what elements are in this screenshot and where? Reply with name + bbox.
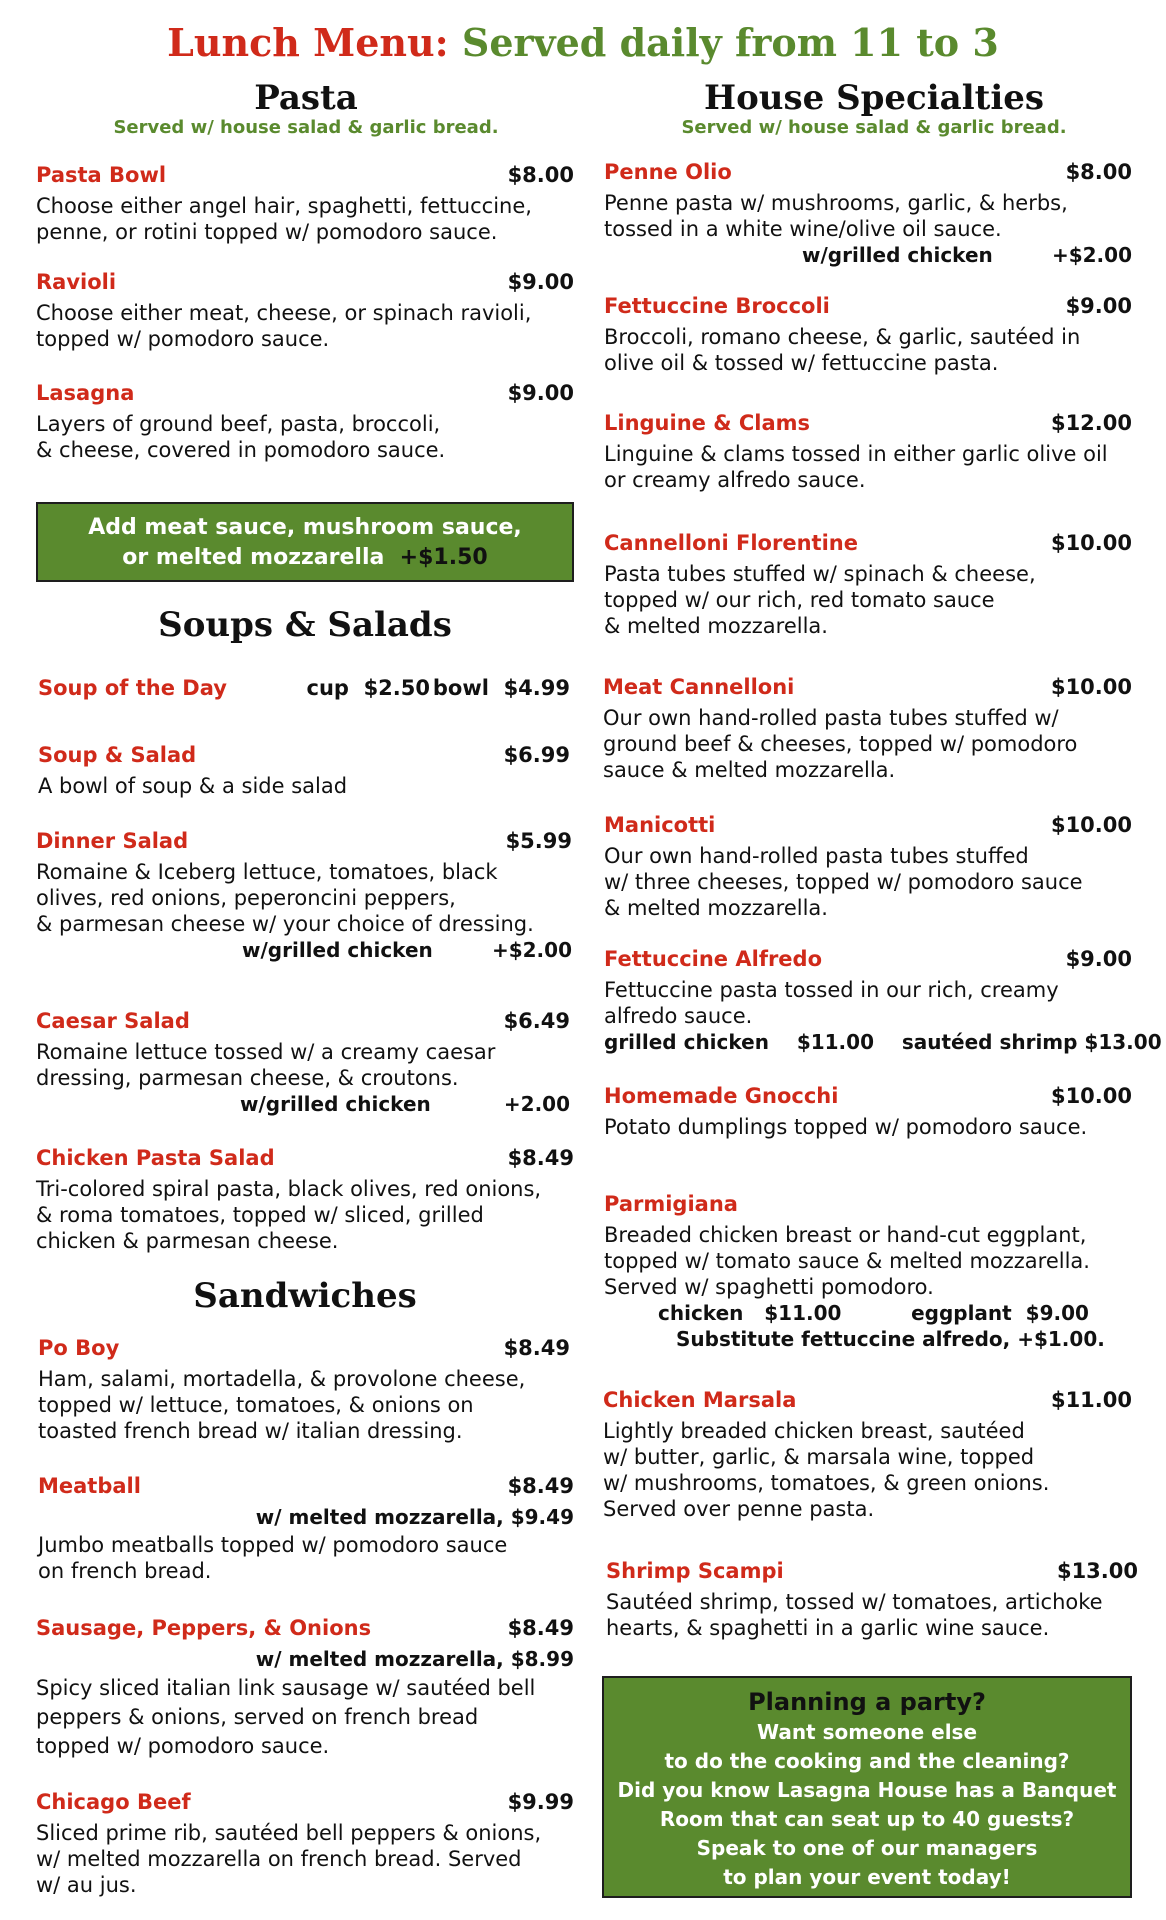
menu-item-penne-olio bbox=[604, 160, 1132, 268]
party-info-box bbox=[602, 1676, 1132, 1898]
item-description: Our own hand-rolled pasta tubes stuffed w/ three cheeses, topped w/ pomodoro sauce & melted mozzarella. bbox=[604, 844, 1083, 920]
item-price: $12.00 bbox=[1050, 411, 1132, 435]
item-name: Fettuccine Broccoli bbox=[604, 294, 830, 318]
item-description: Broccoli, romano cheese, & garlic, sautéed in olive oil & tossed w/ fettuccine pasta. bbox=[604, 325, 1081, 375]
item-name: Chicago Beef bbox=[36, 1790, 191, 1814]
menu-item-lasagna bbox=[36, 381, 574, 463]
item-price: $9.00 bbox=[507, 270, 574, 294]
item-price: $8.49 bbox=[507, 1474, 574, 1498]
item-name: Soup & Salad bbox=[38, 743, 197, 767]
soups-salads-heading: Soups & Salads bbox=[158, 605, 452, 645]
item-description: Jumbo meatballs topped w/ pomodoro sauce on french bread. bbox=[38, 1533, 508, 1583]
item-price: $9.99 bbox=[507, 1790, 574, 1814]
menu-item-homemade-gnocchi bbox=[604, 1084, 1132, 1140]
menu-item-pasta-bowl bbox=[36, 163, 574, 245]
soup-bowl-price: bowl $4.99 bbox=[432, 676, 570, 700]
item-price: $9.00 bbox=[507, 381, 574, 405]
menu-item-cannelloni-florentine bbox=[604, 531, 1132, 639]
pasta-subheading: Served w/ house salad & garlic bread. bbox=[113, 117, 499, 138]
menu-item-fettuccine-broccoli bbox=[604, 294, 1132, 376]
item-price: $9.00 bbox=[1065, 947, 1132, 971]
item-name: Soup of the Day bbox=[38, 676, 227, 700]
item-name: Chicken Marsala bbox=[603, 1388, 797, 1412]
item-name: Sausage, Peppers, & Onions bbox=[36, 1616, 372, 1640]
item-name: Po Boy bbox=[38, 1336, 120, 1360]
item-description: Sliced prime rib, sautéed bell peppers & onions, w/ melted mozzarella on french bread. Served w/ au jus. bbox=[36, 1821, 542, 1897]
sandwiches-heading: Sandwiches bbox=[193, 1276, 417, 1316]
item-price: $6.49 bbox=[503, 1009, 570, 1033]
item-description: Penne pasta w/ mushrooms, garlic, & herbs, tossed in a white wine/olive oil sauce. bbox=[604, 191, 1068, 241]
item-description: Choose either angel hair, spaghetti, fettuccine, penne, or rotini topped w/ pomodoro sauce. bbox=[36, 194, 532, 244]
soup-cup-price: cup $2.50 bbox=[306, 676, 430, 700]
item-price: $10.00 bbox=[1050, 531, 1132, 555]
menu-item-soup-of-the-day bbox=[38, 676, 570, 706]
item-name: Caesar Salad bbox=[36, 1009, 190, 1033]
extra-options: grilled chicken $11.00 sautéed shrimp $13.00 bbox=[604, 1030, 1162, 1054]
item-name: Parmigiana bbox=[604, 1192, 738, 1216]
menu-item-sausage-peppers-onions bbox=[36, 1616, 574, 1761]
item-name: Fettuccine Alfredo bbox=[604, 947, 823, 971]
item-description: Romaine lettuce tossed w/ a creamy caesar dressing, parmesan cheese, & croutons. bbox=[36, 1040, 496, 1090]
party-line: Speak to one of our managers bbox=[696, 1836, 1038, 1860]
menu-item-ravioli bbox=[36, 270, 574, 352]
item-price: $11.00 bbox=[1050, 1388, 1132, 1412]
item-name: Cannelloni Florentine bbox=[604, 531, 858, 555]
item-price: $5.99 bbox=[505, 829, 572, 853]
menu-item-meatball bbox=[38, 1474, 574, 1584]
party-heading: Planning a party? bbox=[748, 1688, 986, 1716]
item-price: $10.00 bbox=[1050, 1084, 1132, 1108]
party-line: Did you know Lasagna House has a Banquet bbox=[617, 1778, 1117, 1802]
item-name: Linguine & Clams bbox=[604, 411, 811, 435]
addon-line-2: or melted mozzarella bbox=[122, 545, 385, 570]
item-price: $8.49 bbox=[503, 1336, 570, 1360]
item-description: Tri-colored spiral pasta, black olives, red onions, & roma tomatoes, topped w/ sliced, grilled chicken & parmesan cheese. bbox=[36, 1177, 542, 1253]
item-description: Pasta tubes stuffed w/ spinach & cheese, topped w/ our rich, red tomato sauce & melted mozzarella. bbox=[604, 562, 1036, 638]
party-line: Room that can seat up to 40 guests? bbox=[659, 1807, 1075, 1831]
item-name: Manicotti bbox=[604, 813, 716, 837]
menu-item-linguine-clams bbox=[604, 411, 1132, 493]
item-name: Pasta Bowl bbox=[36, 163, 167, 187]
item-price: $13.00 bbox=[1056, 1559, 1138, 1583]
title-served-daily: Served daily from 11 to 3 bbox=[461, 20, 999, 65]
pasta-heading: Pasta bbox=[254, 78, 358, 118]
menu-item-soup-salad bbox=[38, 743, 570, 799]
party-line: Want someone else bbox=[756, 1720, 978, 1744]
item-description: Linguine & clams tossed in either garlic olive oil or creamy alfredo sauce. bbox=[604, 442, 1108, 492]
specialties-subheading: Served w/ house salad & garlic bread. bbox=[681, 117, 1067, 138]
item-description: Fettuccine pasta tossed in our rich, creamy alfredo sauce. bbox=[604, 978, 1059, 1028]
menu-item-shrimp-scampi bbox=[606, 1559, 1138, 1641]
extra-price: +$2.00 bbox=[491, 938, 572, 962]
item-description: Ham, salami, mortadella, & provolone cheese, topped w/ lettuce, tomatoes, & onions on toasted french bread w/ italian dressing. bbox=[38, 1367, 526, 1443]
house-specialties-heading: House Specialties bbox=[703, 78, 1045, 118]
addon-line-1: Add meat sauce, mushroom sauce, bbox=[88, 515, 522, 540]
extra-price: +$2.00 bbox=[1051, 243, 1132, 267]
item-description: Our own hand-rolled pasta tubes stuffed w/ ground beef & cheeses, topped w/ pomodoro sauce & melted mozzarella. bbox=[603, 706, 1078, 782]
item-name: Lasagna bbox=[36, 381, 135, 405]
page-title bbox=[0, 20, 1166, 65]
item-name: Shrimp Scampi bbox=[606, 1559, 784, 1583]
menu-item-fettuccine-alfredo bbox=[604, 947, 1162, 1055]
item-description: Choose either meat, cheese, or spinach ravioli, topped w/ pomodoro sauce. bbox=[36, 301, 532, 351]
extra-option: w/ melted mozzarella, $9.49 bbox=[255, 1505, 574, 1529]
item-description: Sautéed shrimp, tossed w/ tomatoes, artichoke hearts, & spaghetti in a garlic wine sauce. bbox=[606, 1590, 1103, 1640]
menu-item-chicken-marsala bbox=[603, 1388, 1132, 1522]
extra-label: w/grilled chicken bbox=[242, 938, 433, 962]
item-name: Dinner Salad bbox=[36, 829, 189, 853]
menu-item-manicotti bbox=[604, 813, 1132, 921]
item-description: Breaded chicken breast or hand-cut eggplant, topped w/ tomato sauce & melted mozzarella. Served w/ spaghetti pomodoro. bbox=[604, 1223, 1090, 1299]
item-price: $10.00 bbox=[1050, 813, 1132, 837]
menu-item-chicago-beef bbox=[36, 1790, 574, 1898]
extra-option: w/ melted mozzarella, $8.99 bbox=[255, 1647, 574, 1671]
item-description: Lightly breaded chicken breast, sautéed w/ butter, garlic, & marsala wine, topped w/ mushrooms, tomatoes, & green onions. Served over penne pasta. bbox=[603, 1419, 1050, 1521]
menu-item-dinner-salad bbox=[36, 829, 572, 963]
item-name: Homemade Gnocchi bbox=[604, 1084, 839, 1108]
item-price: $8.00 bbox=[507, 163, 574, 187]
title-lunch-menu: Lunch Menu: bbox=[167, 20, 449, 65]
item-name: Chicken Pasta Salad bbox=[36, 1146, 275, 1170]
item-name: Meatball bbox=[38, 1474, 141, 1498]
menu-item-caesar-salad bbox=[36, 1009, 570, 1117]
menu-item-parmigiana bbox=[604, 1192, 1132, 1352]
item-description: Romaine & Iceberg lettuce, tomatoes, black olives, red onions, peperoncini peppers, & parmesan cheese w/ your choice of dressing. bbox=[36, 860, 534, 936]
menu-item-chicken-pasta-salad bbox=[36, 1146, 574, 1254]
extra-label: w/grilled chicken bbox=[802, 243, 993, 267]
party-line: to plan your event today! bbox=[723, 1865, 1011, 1889]
item-description: A bowl of soup & a side salad bbox=[38, 774, 348, 798]
item-price: $9.00 bbox=[1065, 294, 1132, 318]
parmigiana-prices: chicken $11.00 eggplant $9.00 bbox=[658, 1301, 1089, 1325]
item-price: $8.49 bbox=[507, 1146, 574, 1170]
parmigiana-substitute: Substitute fettuccine alfredo, +$1.00. bbox=[676, 1327, 1105, 1351]
item-name: Ravioli bbox=[36, 270, 117, 294]
item-price: $8.00 bbox=[1065, 160, 1132, 184]
menu-item-po-boy bbox=[38, 1336, 570, 1444]
item-price: $10.00 bbox=[1050, 675, 1132, 699]
pasta-addon-box bbox=[36, 502, 574, 582]
item-description: Layers of ground beef, pasta, broccoli, & cheese, covered in pomodoro sauce. bbox=[36, 412, 446, 462]
item-name: Meat Cannelloni bbox=[603, 675, 795, 699]
extra-price: +2.00 bbox=[503, 1092, 570, 1116]
item-name: Penne Olio bbox=[604, 160, 732, 184]
addon-price: +$1.50 bbox=[399, 545, 488, 570]
item-description: Potato dumplings topped w/ pomodoro sauce. bbox=[604, 1115, 1088, 1139]
party-line: to do the cooking and the cleaning? bbox=[664, 1749, 1070, 1773]
item-price: $6.99 bbox=[503, 743, 570, 767]
item-price: $8.49 bbox=[507, 1616, 574, 1640]
item-description: Spicy sliced italian link sausage w/ sautéed bell peppers & onions, served on french bread topped w/ pomodoro sauce. bbox=[36, 1676, 536, 1758]
extra-label: w/grilled chicken bbox=[240, 1092, 431, 1116]
menu-item-meat-cannelloni bbox=[603, 675, 1132, 783]
